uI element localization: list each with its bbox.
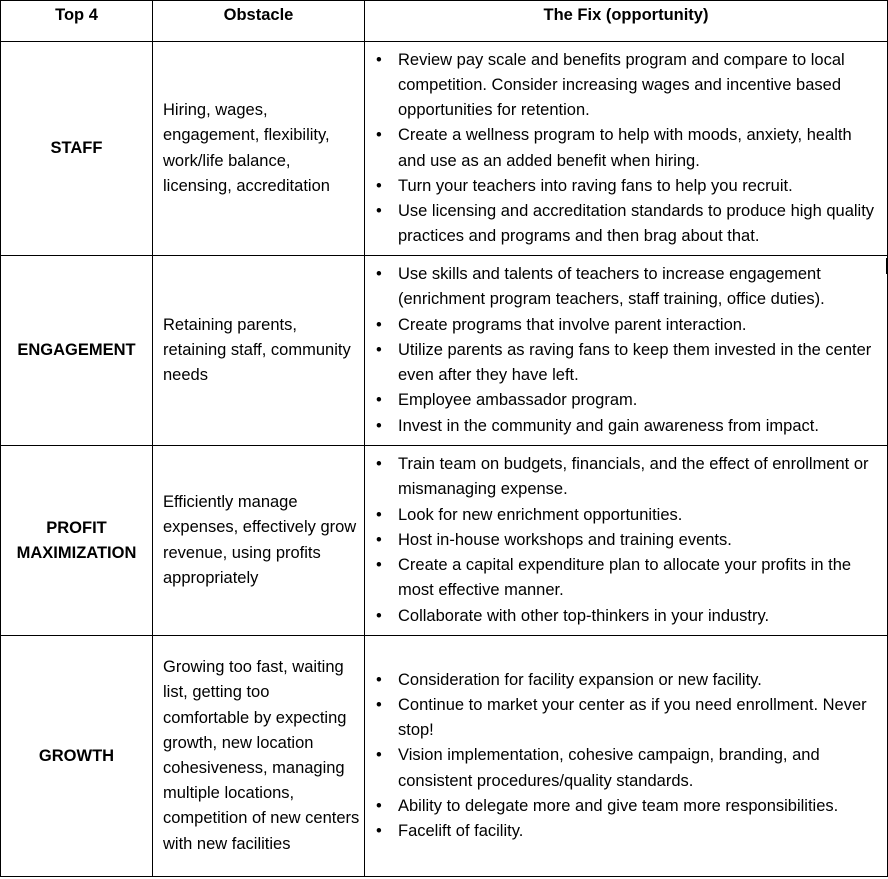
header-obstacle: Obstacle (153, 1, 365, 42)
fix-item: • Use licensing and accreditation standards to produce high quality practices and programs and then brag about that. (398, 199, 881, 249)
text-cursor-mark (886, 258, 887, 274)
fix-item: • Continue to market your center as if you need enrollment. Never stop! (398, 693, 881, 743)
category-cell: GROWTH (1, 636, 153, 877)
fix-item: • Employee ambassador program. (398, 388, 881, 413)
header-top4: Top 4 (1, 1, 153, 42)
fix-item: • Use skills and talents of teachers to increase engagement (enrichment program teachers, staff training, office duties). (398, 262, 881, 312)
fix-list (365, 668, 881, 844)
fix-cell (365, 446, 888, 636)
table-row (1, 636, 888, 877)
table-row (1, 256, 888, 446)
fix-item: • Invest in the community and gain awareness from impact. (398, 414, 881, 439)
fix-item: • Consideration for facility expansion or new facility. (398, 668, 881, 693)
fix-list (365, 48, 881, 250)
fix-item: • Create a capital expenditure plan to allocate your profits in the most effective manner. (398, 553, 881, 603)
category-cell: ENGAGEMENT (1, 256, 153, 446)
category-cell: STAFF (1, 42, 153, 256)
header-fix: The Fix (opportunity) (365, 1, 888, 42)
fix-cell (365, 42, 888, 256)
fix-item: • Look for new enrichment opportunities. (398, 503, 881, 528)
fix-item: • Create a wellness program to help with moods, anxiety, health and use as an added benefit when hiring. (398, 123, 881, 173)
table-row (1, 446, 888, 636)
obstacle-cell: Retaining parents, retaining staff, community needs (153, 256, 365, 446)
fix-item: • Collaborate with other top-thinkers in your industry. (398, 604, 881, 629)
fix-item: • Utilize parents as raving fans to keep them invested in the center even after they have left. (398, 338, 881, 388)
obstacle-cell: Efficiently manage expenses, effectively grow revenue, using profits appropriately (153, 446, 365, 636)
fix-item: • Train team on budgets, financials, and the effect of enrollment or mismanaging expense. (398, 452, 881, 502)
fix-item: • Host in-house workshops and training events. (398, 528, 881, 553)
fix-item: • Ability to delegate more and give team more responsibilities. (398, 794, 881, 819)
fix-list (365, 262, 881, 438)
fix-cell (365, 636, 888, 877)
category-cell: PROFIT MAXIMIZATION (1, 446, 153, 636)
fix-cell (365, 256, 888, 446)
fix-item: • Review pay scale and benefits program and compare to local competition. Consider increasing wages and incentive based opportunities for retention. (398, 48, 881, 124)
header-row (1, 1, 888, 42)
fix-item: • Vision implementation, cohesive campaign, branding, and consistent procedures/quality standards. (398, 743, 881, 793)
fix-item: • Create programs that involve parent interaction. (398, 313, 881, 338)
fix-item: • Facelift of facility. (398, 819, 881, 844)
obstacle-cell: Growing too fast, waiting list, getting too comfortable by expecting growth, new location cohesiveness, managing multiple locations, competition of new centers with new facilities (153, 636, 365, 877)
table-row (1, 42, 888, 256)
obstacle-cell: Hiring, wages, engagement, flexibility, work/life balance, licensing, accreditation (153, 42, 365, 256)
fix-list (365, 452, 881, 628)
fix-item: • Turn your teachers into raving fans to help you recruit. (398, 174, 881, 199)
